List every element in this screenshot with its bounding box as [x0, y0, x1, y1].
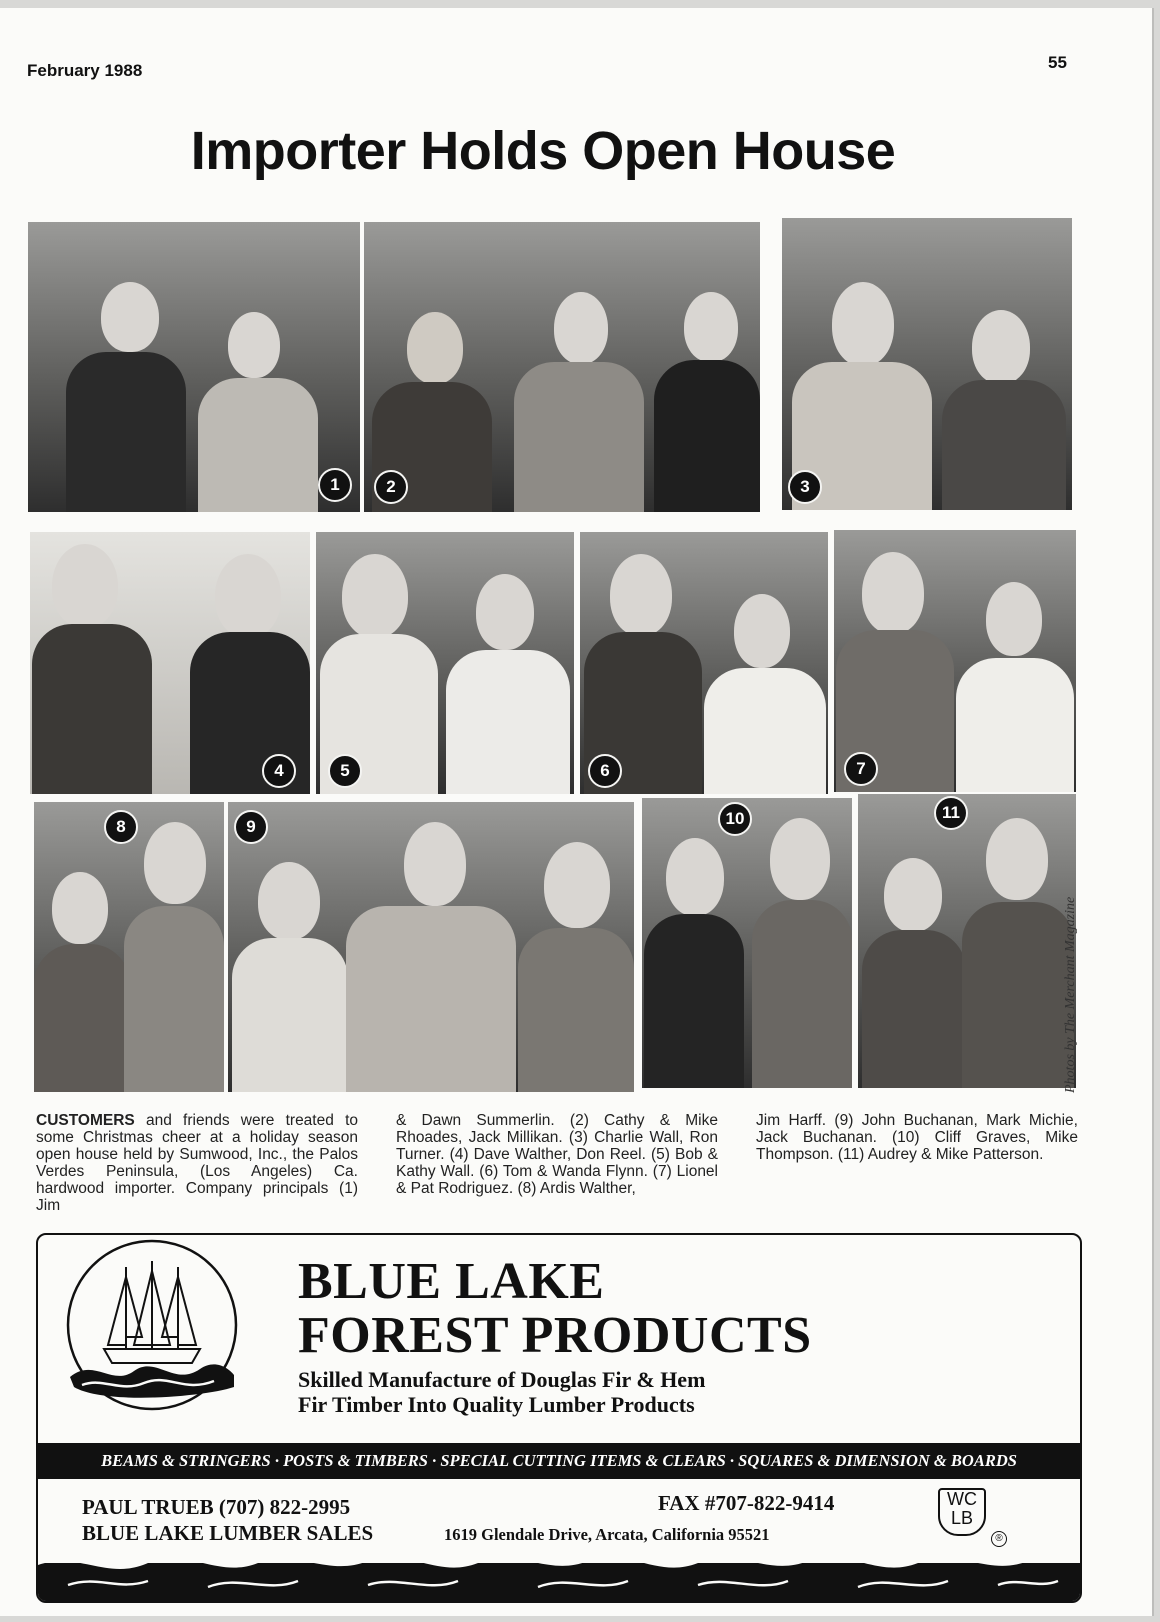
article-title: Importer Holds Open House: [190, 121, 896, 181]
caption-column-2: & Dawn Summerlin. (2) Cathy & Mike Rhoades, Jack Millikan. (3) Charlie Wall, Ron Turner. (4) Dave Walther, Don Reel. (5) Bob & Kathy Wall. (6) Tom & Wanda Flynn. (7) Lionel & Pat Rodriguez. (8) Ardis Walther,: [396, 1112, 718, 1197]
products-bar: BEAMS & STRINGERS · POSTS & TIMBERS · SPECIAL CUTTING ITEMS & CLEARS · SQUARES & DIMENSION & BOARDS: [38, 1443, 1080, 1479]
photo-number-badge: 5: [328, 754, 362, 788]
photo-5: [316, 532, 574, 794]
registered-mark: ®: [991, 1531, 1007, 1547]
photo-credit: Photos by The Merchant Magazine: [1063, 896, 1078, 1093]
company-name-line2: FOREST PRODUCTS: [298, 1307, 812, 1364]
photo-4: [30, 532, 310, 794]
photo-7: [834, 530, 1076, 792]
page-number: 55: [1048, 53, 1067, 72]
photo-9: [228, 802, 634, 1092]
fax-number: FAX #707-822-9414: [658, 1491, 835, 1515]
photo-number-badge: 3: [788, 470, 822, 504]
photo-2: [364, 222, 760, 512]
photo-11: [858, 794, 1076, 1088]
blue-lake-advertisement: [36, 1233, 1082, 1603]
company-logo-icon: [64, 1237, 240, 1413]
photo-10: [642, 798, 852, 1088]
photo-number-badge: 11: [934, 796, 968, 830]
photo-number-badge: 4: [262, 754, 296, 788]
caption-text: and friends were treated to some Christmas cheer at a holiday season open house held by Sumwood, Inc., the Palos Verdes Peninsula, (Los Angeles) Ca. hardwood importer. Company principals (1) Jim: [36, 1112, 358, 1214]
photo-8: [34, 802, 224, 1092]
photo-number-badge: 9: [234, 810, 268, 844]
company-tagline: [298, 1367, 705, 1417]
photo-number-badge: 7: [844, 752, 878, 786]
photo-1: [28, 222, 360, 512]
wclb-line2: LB: [950, 1508, 974, 1528]
company-name-line1: BLUE LAKE: [298, 1253, 605, 1310]
address: 1619 Glendale Drive, Arcata, California 95521: [444, 1525, 770, 1544]
issue-date: February 1988: [27, 61, 143, 80]
company-name: [298, 1255, 812, 1363]
photo-number-badge: 8: [104, 810, 138, 844]
photo-3: [782, 218, 1072, 510]
wclb-line1: WC: [947, 1489, 977, 1509]
photo-number-badge: 1: [318, 468, 352, 502]
wave-border-icon: [38, 1551, 1080, 1601]
tagline-line1: Skilled Manufacture of Douglas Fir & Hem: [298, 1367, 706, 1392]
caption-column-1: [36, 1112, 358, 1214]
caption-lead: CUSTOMERS: [36, 1112, 135, 1129]
magazine-page: [0, 8, 1154, 1616]
photo-number-badge: 6: [588, 754, 622, 788]
sales-office: BLUE LAKE LUMBER SALES: [82, 1521, 374, 1545]
wclb-badge: [938, 1488, 986, 1536]
caption-column-3: Jim Harff. (9) John Buchanan, Mark Michie, Jack Buchanan. (10) Cliff Graves, Mike Thompson. (11) Audrey & Mike Patterson.: [756, 1112, 1078, 1163]
photo-number-badge: 10: [718, 802, 752, 836]
photo-6: [580, 532, 828, 794]
photo-number-badge: 2: [374, 470, 408, 504]
phone-contact: PAUL TRUEB (707) 822-2995: [82, 1495, 351, 1519]
tagline-line2: Fir Timber Into Quality Lumber Products: [298, 1392, 695, 1417]
